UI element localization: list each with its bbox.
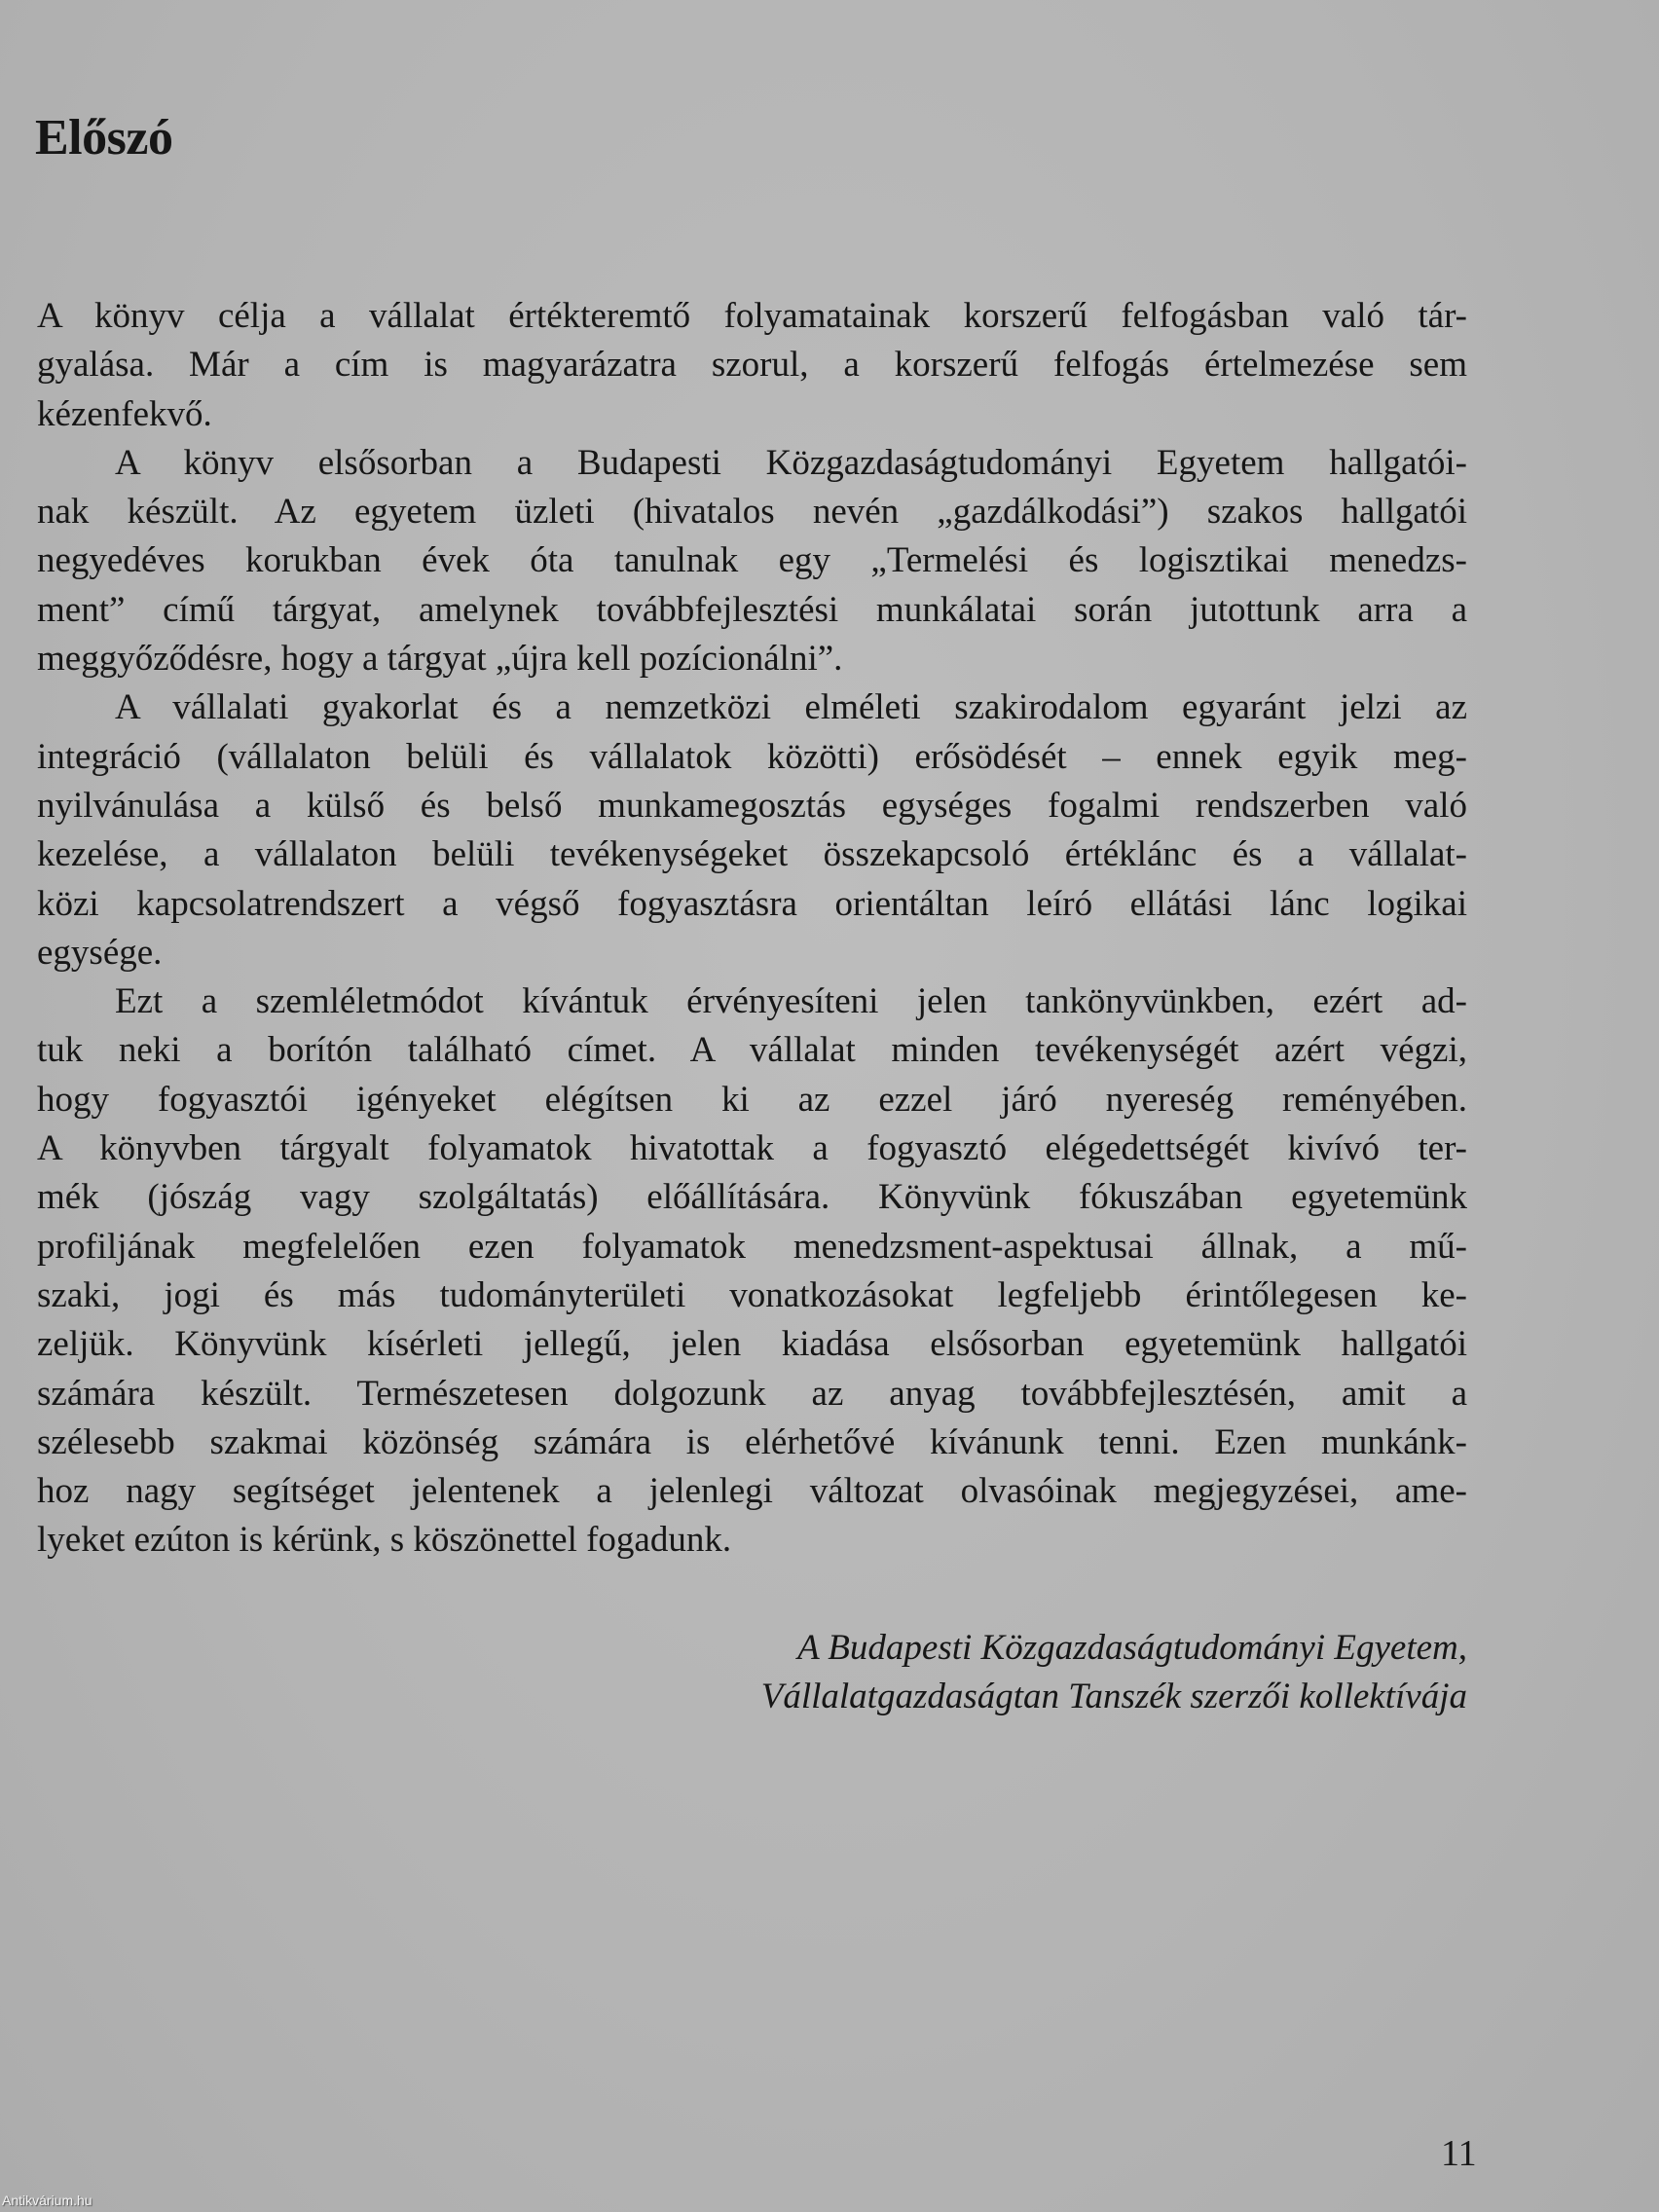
- text-line: gyalása. Már a cím is magyarázatra szorul, a korszerű felfogás értelmezése sem: [37, 345, 1467, 386]
- signature-line-1: A Budapesti Közgazdaságtudományi Egyetem,: [797, 1628, 1467, 1668]
- text-line: szaki, jogi és más tudományterületi vonatkozásokat legfeljebb érintőlegesen ke-: [37, 1274, 1467, 1315]
- paragraph: [37, 439, 1467, 683]
- text-line: profiljának megfelelően ezen folyamatok menedzsment-aspektusai állnak, a mű-: [37, 1226, 1467, 1267]
- page-title: Előszó: [35, 110, 173, 166]
- text-line: Ezt a szemléletmódot kívántuk érvényesíteni jelen tankönyvünkben, ezért ad-: [115, 981, 1467, 1022]
- paragraph: [37, 977, 1467, 1566]
- text-line: szélesebb szakmai közönség számára is elérhetővé kívánunk tenni. Ezen munkánk-: [37, 1421, 1467, 1462]
- paragraph: [37, 683, 1467, 977]
- text-line: negyedéves korukban évek óta tanulnak egy „Termelési és logisztikai menedzs-: [37, 540, 1467, 581]
- text-line: számára készült. Természetesen dolgozunk az anyag továbbfejlesztésén, amit a: [37, 1373, 1467, 1414]
- text-line: közi kapcsolatrendszert a végső fogyasztásra orientáltan leíró ellátási lánc logikai: [37, 883, 1467, 924]
- paragraph: [37, 292, 1467, 439]
- preface-body: [37, 292, 1467, 1566]
- text-line: A vállalati gyakorlat és a nemzetközi elméleti szakirodalom egyaránt jelzi az: [115, 687, 1467, 728]
- page-number: 11: [1441, 2133, 1477, 2174]
- watermark: Antikvárium.hu: [2, 2193, 92, 2208]
- text-line: A könyv célja a vállalat értékteremtő folyamatainak korszerű felfogásban való tár-: [37, 296, 1467, 336]
- text-line: A könyv elsősorban a Budapesti Közgazdaságtudományi Egyetem hallgatói-: [115, 442, 1467, 483]
- text-line: ment” című tárgyat, amelynek továbbfejlesztési munkálatai során jutottunk arra a: [37, 589, 1467, 630]
- text-line: integráció (vállalaton belüli és vállalatok közötti) erősödését – ennek egyik meg-: [37, 736, 1467, 777]
- text-line: mék (jószág vagy szolgáltatás) előállítására. Könyvünk fókuszában egyetemünk: [37, 1177, 1467, 1218]
- text-line: lyeket ezúton is kérünk, s köszönettel fogadunk.: [37, 1520, 732, 1561]
- text-line: meggyőződésre, hogy a tárgyat „újra kell pozícionálni”.: [37, 639, 843, 680]
- text-line: nyilvánulása a külső és belső munkamegosztás egységes fogalmi rendszerben való: [37, 785, 1467, 826]
- signature-line-2: Vállalatgazdaságtan Tanszék szerzői kollektívája: [760, 1677, 1467, 1716]
- text-line: nak készült. Az egyetem üzleti (hivatalos nevén „gazdálkodási”) szakos hallgatói: [37, 492, 1467, 533]
- text-line: kézenfekvő.: [37, 393, 212, 434]
- text-line: egysége.: [37, 932, 163, 973]
- text-line: zeljük. Könyvünk kísérleti jellegű, jelen kiadása elsősorban egyetemünk hallgatói: [37, 1324, 1467, 1365]
- signature: [761, 1624, 1467, 1721]
- text-line: kezelése, a vállalaton belüli tevékenységeket összekapcsoló értéklánc és a vállalat-: [37, 834, 1467, 875]
- text-line: tuk neki a borítón található címet. A vállalat minden tevékenységét azért végzi,: [37, 1030, 1467, 1071]
- text-line: hoz nagy segítséget jelentenek a jelenlegi változat olvasóinak megjegyzései, ame-: [37, 1471, 1467, 1512]
- text-line: A könyvben tárgyalt folyamatok hivatottak a fogyasztó elégedettségét kivívó ter-: [37, 1128, 1467, 1169]
- text-line: hogy fogyasztói igényeket elégítsen ki az ezzel járó nyereség reményében.: [37, 1079, 1467, 1120]
